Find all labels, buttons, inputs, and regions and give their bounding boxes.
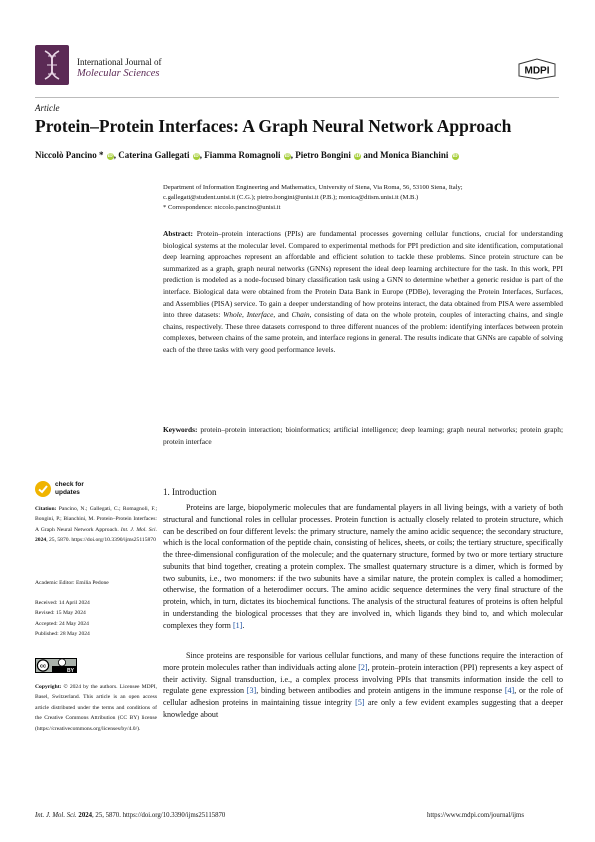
abstract: [163, 228, 563, 356]
orcid-icon[interactable]: iD: [452, 154, 458, 159]
citation-block: [35, 504, 157, 546]
paragraph-text: , protein–protein interaction (PPI) represents a key aspect of their activity. Signal transduction, i.e., a complex process involving PPIs that transmits information inside the cell to regulate gene expression: [163, 662, 564, 696]
abstract-sep: ,: [242, 310, 247, 320]
abstract-text: Protein–protein interactions (PPIs) are fundamental processes governing cellular functions, crucial for understanding biological systems at the molecular level. Compared to experimental methods for PPI prediction and site identification, computational deep learning approaches represent an affordable and efficient solution to tackle these problems. Since protein structure can be summarized as a graph, graph neural networks (GNNs) represent the ideal deep learning architecture for the task. In this work, PPI prediction is modeled as a node-focused binary classification task using a GNN to determine whether a generic residue is part of the interface. Biological data were obtained from the Protein Data Bank in Europe (PDBe), leveraging the Protein Interfaces, Surfaces, and Assemblies (PISA) service. To gain a deeper understanding of how proteins interact, the data obtained from PISA were assembled into three datasets:: [163, 229, 563, 320]
keywords: [163, 424, 563, 447]
paragraph-text: , binding between antibodies and protein antigens in the immune response: [256, 686, 505, 696]
affiliation-block: [163, 183, 563, 213]
journal-logo: [35, 45, 69, 85]
keywords-label: Keywords:: [163, 425, 198, 434]
revised-date: Revised: 15 May 2024: [35, 610, 86, 617]
orcid-icon[interactable]: iD: [107, 154, 113, 159]
dataset-chain: Chain: [291, 310, 310, 320]
check-for-updates-link[interactable]: [55, 481, 84, 497]
reference-link[interactable]: [1]: [232, 620, 243, 630]
author-3[interactable]: , Fiamma Romagnoli: [199, 150, 281, 160]
reference-link[interactable]: [3]: [246, 686, 257, 696]
footer-journal: Int. J. Mol. Sci.: [35, 812, 77, 819]
check-line2: updates: [55, 489, 80, 496]
cc-by-mark: BY: [67, 668, 74, 673]
article-type: Article: [35, 103, 60, 113]
author-1[interactable]: Niccolò Pancino *: [35, 150, 104, 160]
academic-editor: Academic Editor: Emilia Pedone: [35, 580, 109, 586]
check-for-updates-icon[interactable]: [35, 481, 51, 497]
footer-citation: [35, 812, 225, 819]
citation-text: Pancino, N.; Gallegati, C.; Romagnoli, F.; Bongini, P.; Bianchini, M. Protein–Protein Interfaces: A Graph Neural Network Approach.: [35, 506, 157, 533]
header-divider: [35, 97, 559, 98]
citation-year: 2024: [35, 537, 47, 544]
dna-icon: [35, 45, 69, 85]
reference-link[interactable]: [4]: [504, 686, 515, 696]
orcid-icon[interactable]: iD: [355, 154, 361, 159]
footer-year: 2024: [76, 812, 93, 819]
dataset-interface: Interface: [246, 310, 274, 320]
footer-doi[interactable]: , 25, 5870. https://doi.org/10.3390/ijms25115870: [92, 812, 226, 819]
citation-doi[interactable]: , 25, 5870. https://doi.org/10.3390/ijms25115870: [46, 537, 156, 544]
keywords-text: protein–protein interaction; bioinformatics; artificial intelligence; deep learning; graph neural networks; protein graph; protein interface: [163, 425, 563, 446]
cc-by-license-icon[interactable]: [35, 658, 77, 673]
check-line1: check for: [55, 481, 84, 488]
reference-link[interactable]: [2]: [358, 662, 368, 672]
published-date: Published: 28 May 2024: [35, 631, 90, 638]
author-5[interactable]: and Monica Bianchini: [363, 150, 449, 160]
copyright-block: [35, 682, 157, 734]
copyright-text: © 2024 by the authors. Licensee MDPI, Basel, Switzerland. This article is an open access article distributed under the terms and conditions of the Creative Commons Attribution (CC BY) license (https://creativecommons.org/licenses/by/4.0/).: [35, 684, 157, 732]
paragraph-text: .: [242, 620, 245, 630]
cc-mark: cc: [39, 663, 47, 670]
orcid-icon[interactable]: iD: [284, 154, 290, 159]
received-date: Received: 14 April 2024: [35, 600, 90, 606]
copyright-label: Copyright:: [35, 684, 62, 690]
paragraph-text: are only a few evident examples suggesting that a deeper knowledge about: [163, 698, 563, 719]
author-2[interactable]: , Caterina Gallegati: [113, 150, 190, 160]
intro-paragraph-2: [163, 650, 563, 721]
abstract-text-end: , consisting of data on the whole protein, couples of interacting chains, and single chains, respectively. These three datasets correspond to three different nuances of the problem: identifying interfaces between protein complexes, between chains of the same protein, and interface regions in general. The results indicate that GNNs are capable of solving each of the three tasks with very good performance levels.: [163, 310, 563, 354]
mdpi-logo-text: MDPI: [524, 65, 550, 77]
affiliation-line: Department of Information Engineering and Mathematics, University of Siena, Via Roma, 56, 53100 Siena, Italy;: [163, 184, 463, 191]
orcid-icon[interactable]: iD: [193, 154, 199, 159]
dates-block: [35, 598, 157, 640]
citation-label: Citation:: [35, 506, 57, 512]
section-heading: 1. Introduction: [163, 487, 217, 497]
journal-name-line2: Molecular Sciences: [77, 68, 160, 79]
author-list: [35, 150, 459, 160]
intro-paragraph-1: [163, 502, 563, 631]
citation-journal: Int. J. Mol. Sci.: [120, 526, 157, 533]
affiliation-emails[interactable]: c.gallegati@student.unisi.it (C.G.); pietro.bongini@unisi.it (P.B.); monica@diism.unisi.it (M.B.): [163, 194, 419, 201]
paragraph-text: , or the role of cellular adhesion proteins in maintaining tissue integrity: [163, 686, 563, 707]
paragraph-text: Proteins are large, biopolymeric molecules that are fundamental players in all living beings, with a variety of both structural and functional roles in cellular processes. Protein function is actually closely related to protein structure, which can be described on four different levels: the primary structure, namely the amino acidic sequence; the secondary structure, which is the local conformation of the peptide chain, consisting of helices, sheets, or coils; the tertiary structure, specifically the three-dimensional configuration of the molecule; and the quaternary structure, formed by two or more tertiary structure subunits that bind together, creating a protein complex. The smallest quaternary structure is a dimer, which is formed by two subunits, i.e., two monomers: if the two subunits have a similar nature, the protein complex is called a homodimer; otherwise, the formation of a heterodimer occurs. The amino acidic sequence determines the very final structure of the protein, which, in turn, dictates its biochemical functions. The analysis of the structural features of proteins is often helpful in understanding the biological processes that they are involved in, which ligands they bind to, and which molecular complexes they form: [163, 503, 563, 630]
reference-link[interactable]: [5]: [355, 698, 365, 707]
paragraph-text: Since proteins are responsible for various cellular functions, and many of these functions require the interaction of more protein molecules rather than individuals acting alone: [163, 651, 563, 672]
abstract-sep: , and: [273, 310, 292, 320]
abstract-label: Abstract:: [163, 229, 193, 238]
dataset-whole: Whole: [223, 310, 243, 320]
journal-name-line1: International Journal of: [77, 57, 162, 67]
footer-journal-url[interactable]: https://www.mdpi.com/journal/ijms: [427, 812, 524, 819]
accepted-date: Accepted: 24 May 2024: [35, 620, 89, 627]
correspondence[interactable]: * Correspondence: niccolo.pancino@unisi.it: [163, 204, 281, 211]
paper-title: Protein–Protein Interfaces: A Graph Neural Network Approach: [35, 116, 512, 136]
mdpi-logo: [515, 58, 559, 80]
author-4[interactable]: , Pietro Bongini: [290, 150, 351, 160]
